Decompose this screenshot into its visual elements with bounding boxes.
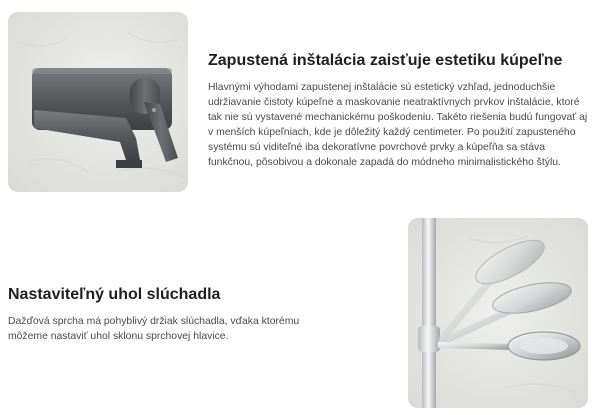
faucet-illustration xyxy=(8,12,188,192)
section-text-concealed-installation: Hlavnými výhodami zapustenej inštalácie sú estetický vzhľad, jednoduchšie udržiavanie čistoty kúpeľne a maskovanie neatraktívnych prvkov inštalácie, ktoré tak nie sú vystavené mechanickému poškodeniu. Takéto riešenia budú fungovať aj v menších kúpeľniach, kde je dôležitý každý centimeter. Po použití zapusteného systému sú viditeľné iba dekoratívne povrchové prvky a kúpeľňa sa stáva funkčnou, pôsobivou a dokonale zapadá do módneho minimalistického štýlu. xyxy=(208,82,588,168)
section-title-concealed-installation: Zapustená inštalácia zaisťuje estetiku kúpeľne xyxy=(208,52,563,69)
section-text-adjustable-handset: Dažďová sprcha má pohyblivý držiak slúchadla, vďaka ktorému môžeme nastaviť uhol sklonu sprchovej hlavice. xyxy=(8,316,300,342)
shower-illustration xyxy=(408,218,588,408)
wall-mounted-faucet-image xyxy=(8,12,188,192)
section-title-adjustable-handset: Nastaviteľný uhol slúchadla xyxy=(8,286,221,303)
adjustable-shower-head-image xyxy=(408,218,588,408)
